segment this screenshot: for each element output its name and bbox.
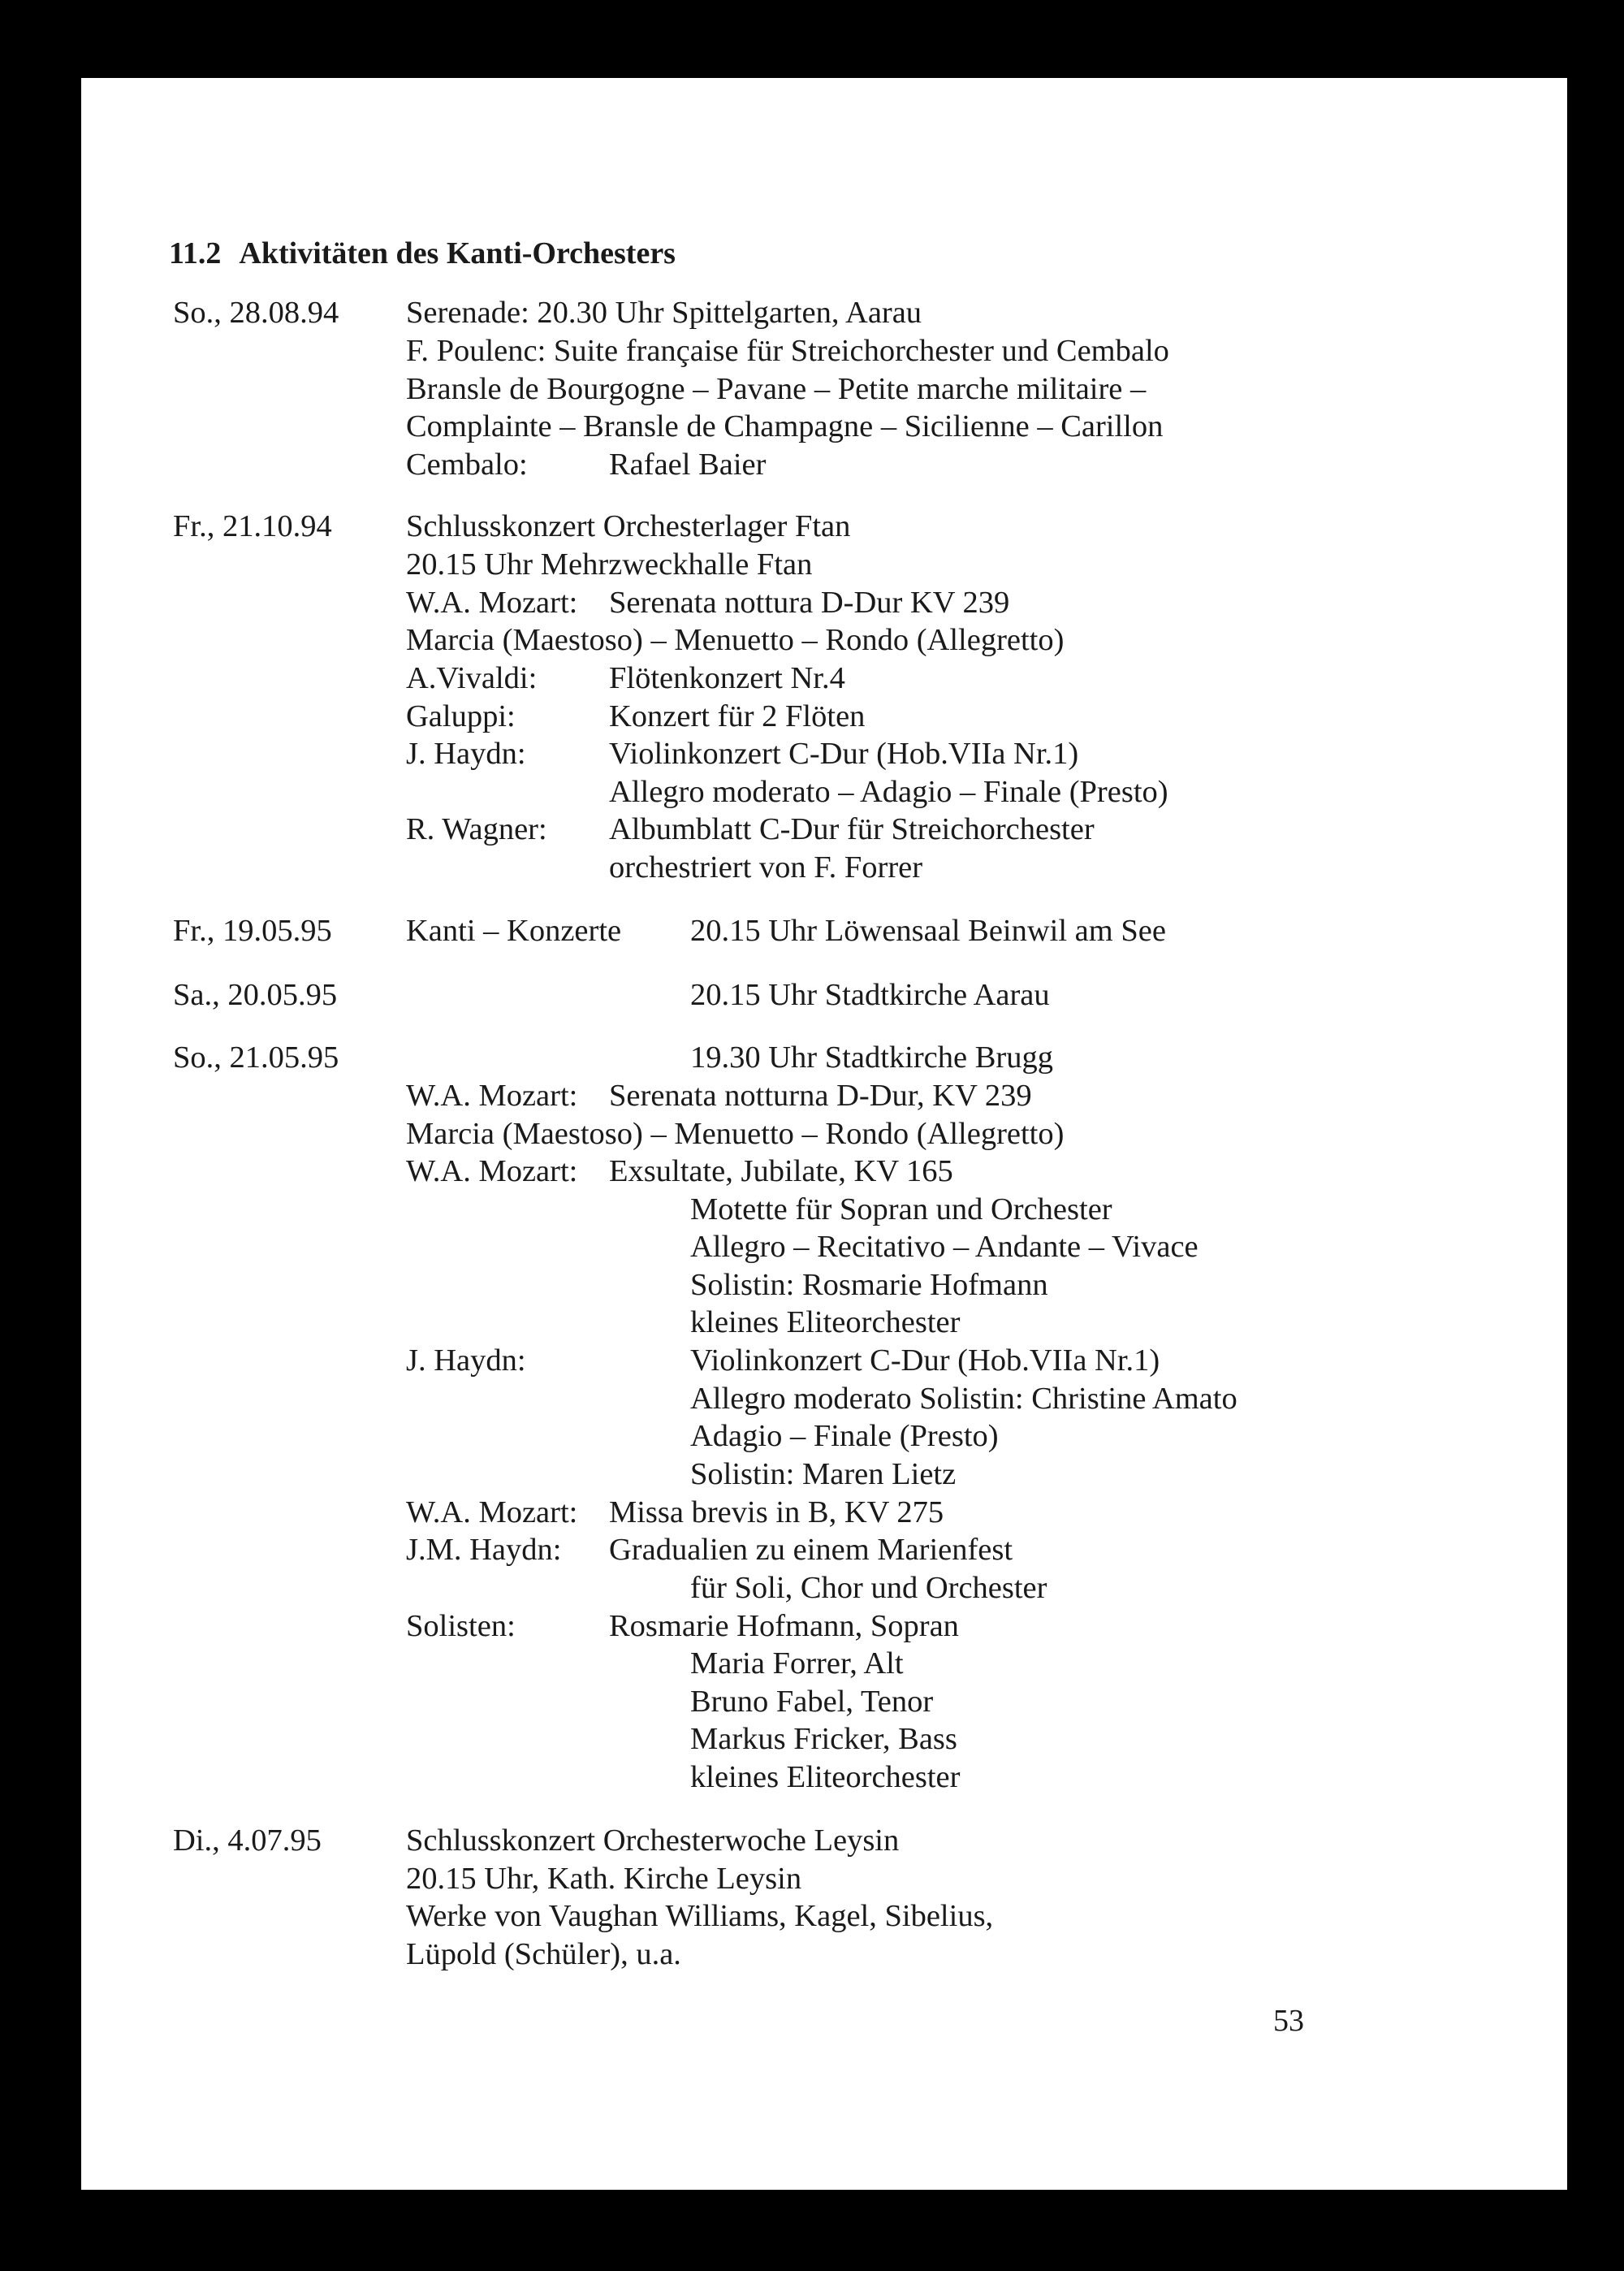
work-movements: Marcia (Maestoso) – Menuetto – Rondo (Allegretto) (406, 623, 1065, 657)
entry-line: 20.15 Uhr, Kath. Kirche Leysin (406, 1862, 802, 1896)
entry-line: Schlusskonzert Orchesterlager Ftan (406, 509, 851, 543)
soloist: Maria Forrer, Alt (690, 1646, 904, 1681)
composer-label: W.A. Mozart: (406, 1079, 578, 1113)
soloist: Markus Fricker, Bass (690, 1722, 957, 1756)
composer-label: J.M. Haydn: (406, 1533, 562, 1567)
entry-line: 20.15 Uhr Mehrzweckhalle Ftan (406, 547, 813, 582)
page-number: 53 (1273, 2004, 1304, 2038)
work-detail: Violinkonzert C-Dur (Hob.VIIa Nr.1) (690, 1343, 1160, 1378)
work-detail: Allegro moderato Solistin: Christine Amato (690, 1382, 1237, 1416)
work-note: für Soli, Chor und Orchester (690, 1571, 1047, 1605)
composer-label: J. Haydn: (406, 737, 526, 771)
work-detail: Motette für Sopran und Orchester (690, 1192, 1112, 1226)
work-note: orchestriert von F. Forrer (609, 850, 923, 885)
entry-date: Di., 4.07.95 (173, 1823, 322, 1858)
entry-line: Schlusskonzert Orchesterwoche Leysin (406, 1823, 900, 1858)
entry-line: Werke von Vaughan Williams, Kagel, Sibelius, (406, 1899, 994, 1933)
concert-venue: 19.30 Uhr Stadtkirche Brugg (690, 1040, 1053, 1075)
composer-label: J. Haydn: (406, 1343, 526, 1378)
performer-name: Rafael Baier (609, 448, 767, 482)
work-detail: kleines Eliteorchester (690, 1305, 961, 1339)
composer-label: A.Vivaldi: (406, 661, 538, 695)
work-title: Albumblatt C-Dur für Streichorchester (609, 812, 1095, 846)
entry-date: Fr., 21.10.94 (173, 509, 332, 543)
work-title: Gradualien zu einem Marienfest (609, 1533, 1013, 1567)
work-detail: Solistin: Maren Lietz (690, 1457, 957, 1491)
work-title: Exsultate, Jubilate, KV 165 (609, 1154, 953, 1188)
entry-date: Fr., 19.05.95 (173, 914, 332, 948)
entry-line: Complainte – Bransle de Champagne – Sicilienne – Carillon (406, 409, 1164, 443)
entry-line: Serenade: 20.30 Uhr Spittelgarten, Aarau (406, 296, 922, 330)
entry-line: Bransle de Bourgogne – Pavane – Petite marche militaire – (406, 372, 1147, 406)
work-movements: Allegro moderato – Adagio – Finale (Presto) (609, 775, 1168, 809)
soloist: Bruno Fabel, Tenor (690, 1685, 934, 1719)
work-title: Serenata nottura D-Dur KV 239 (609, 586, 1010, 620)
concert-venue: 20.15 Uhr Löwensaal Beinwil am See (690, 914, 1166, 948)
work-title: Flötenkonzert Nr.4 (609, 661, 845, 695)
concert-title: Kanti – Konzerte (406, 914, 622, 948)
work-detail: Solistin: Rosmarie Hofmann (690, 1268, 1048, 1302)
work-title: Konzert für 2 Flöten (609, 699, 866, 733)
composer-label: Galuppi: (406, 699, 516, 733)
concert-venue: 20.15 Uhr Stadtkirche Aarau (690, 978, 1050, 1012)
entry-date: So., 28.08.94 (173, 296, 339, 330)
performer-label: Cembalo: (406, 448, 528, 482)
work-detail: Allegro – Recitativo – Andante – Vivace (690, 1230, 1199, 1264)
section-number: 11.2 (169, 236, 222, 270)
soloists-label: Solisten: (406, 1609, 516, 1643)
entry-date: So., 21.05.95 (173, 1040, 339, 1075)
work-movements: Marcia (Maestoso) – Menuetto – Rondo (Allegretto) (406, 1117, 1065, 1151)
work-title: Serenata notturna D-Dur, KV 239 (609, 1079, 1032, 1113)
soloist: kleines Eliteorchester (690, 1760, 961, 1794)
document-page (81, 78, 1567, 2190)
composer-label: W.A. Mozart: (406, 1495, 578, 1529)
composer-label: R. Wagner: (406, 812, 547, 846)
soloist: Rosmarie Hofmann, Sopran (609, 1609, 959, 1643)
entry-line: F. Poulenc: Suite française für Streichorchester und Cembalo (406, 334, 1169, 368)
composer-label: W.A. Mozart: (406, 1154, 578, 1188)
work-title: Missa brevis in B, KV 275 (609, 1495, 944, 1529)
entry-line: Lüpold (Schüler), u.a. (406, 1937, 681, 1971)
composer-label: W.A. Mozart: (406, 586, 578, 620)
section-title: Aktivitäten des Kanti-Orchesters (239, 236, 676, 270)
entry-date: Sa., 20.05.95 (173, 978, 338, 1012)
work-detail: Adagio – Finale (Presto) (690, 1419, 999, 1453)
work-title: Violinkonzert C-Dur (Hob.VIIa Nr.1) (609, 737, 1079, 771)
section-heading (169, 236, 676, 271)
